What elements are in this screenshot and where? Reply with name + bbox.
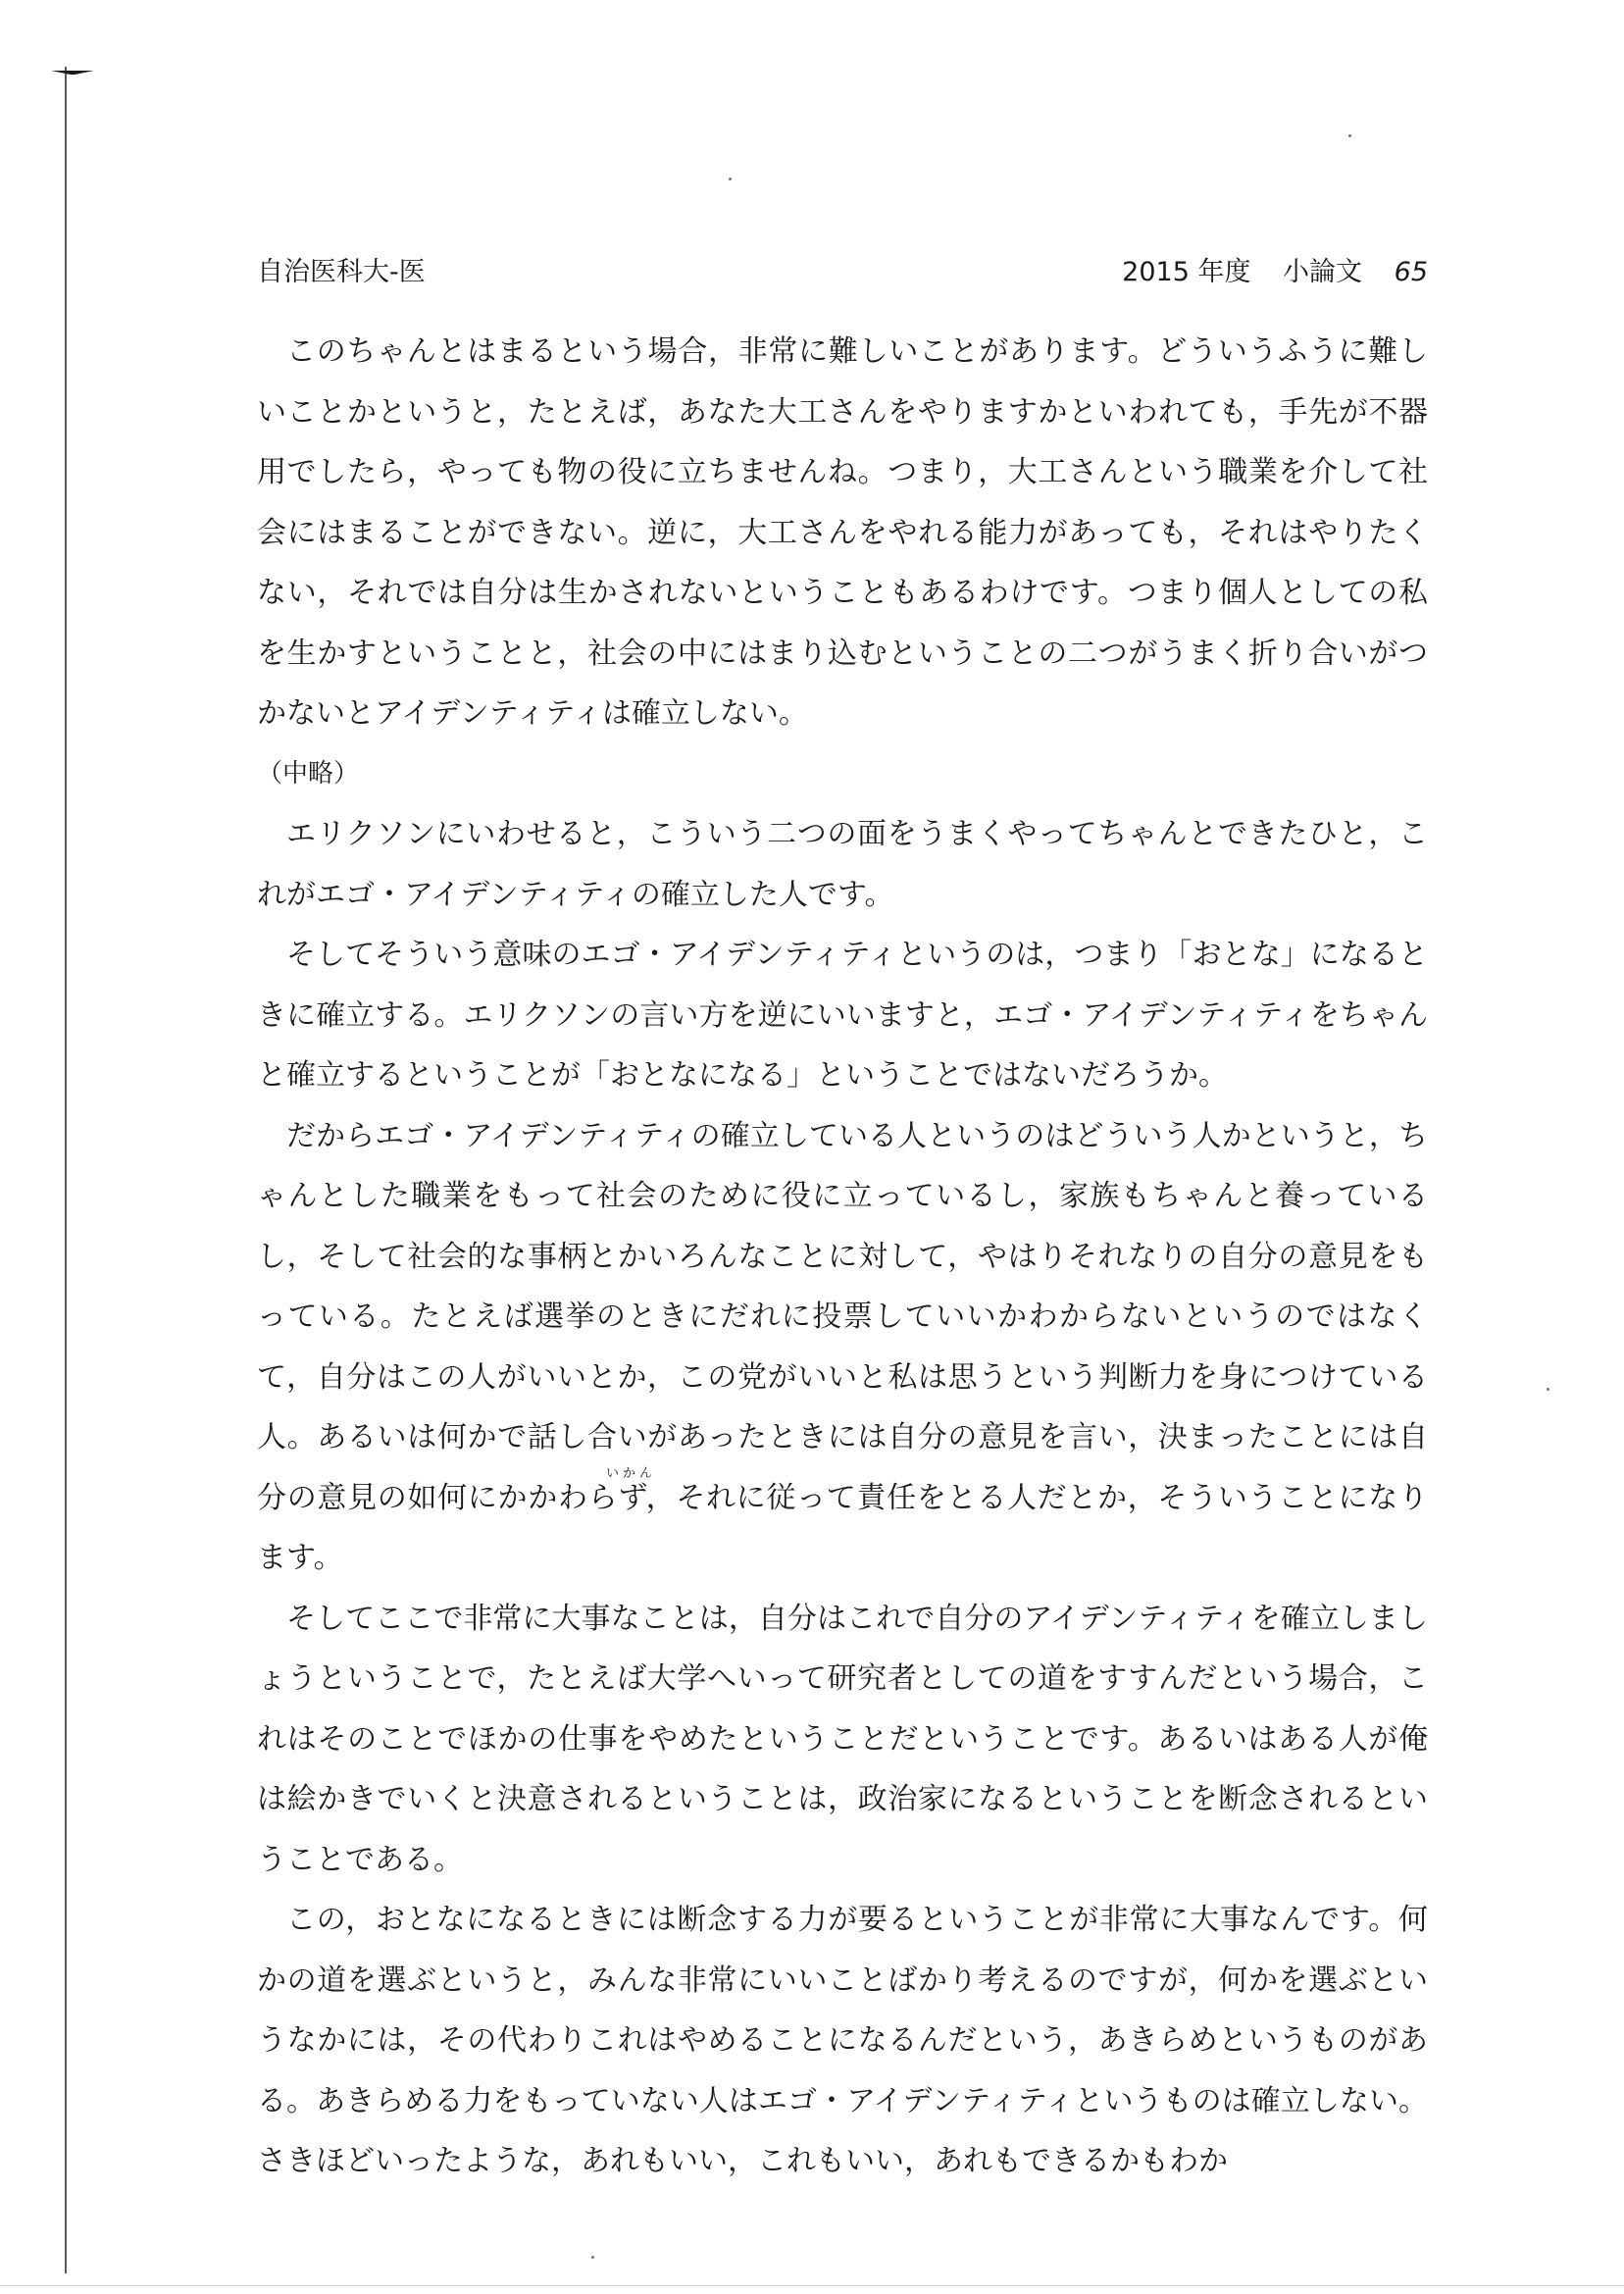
page-number: 65 — [1394, 257, 1428, 287]
omission-note: （中略） — [257, 758, 360, 789]
header-year: 2015 年度 — [1122, 257, 1251, 287]
paragraph: だからエゴ・アイデンティティの確立している人というのはどういう人かというと，ちゃんとした職業をもって社会のために役に立っているし，家族もちゃんと養っているし，そして社会的な事柄とかいろんなことに対して，やはりそれなりの自分の意見をもっている。たとえば選挙のときにだれに投票していいかわからないというのではなくて，自分はこの人がいいとか，この党がいいと私は思うという判断力を身につけている人。あるいは何かで話し合いがあったときには自分の意見を言い，決まったことには自分の意見の如何にかかわらず，それに従って責任をとる人だとか，そういうことになります。 — [257, 1118, 1428, 1575]
header-meta — [1098, 250, 1428, 288]
page-header — [257, 250, 1428, 293]
header-subject: 小論文 — [1283, 257, 1363, 287]
paragraph: エリクソンにいわせると，こういう二つの面をうまくやってちゃんとできたひと，これがエゴ・アイデンティティの確立した人です。 — [257, 817, 1428, 912]
header-school: 自治医科大-医 — [257, 257, 426, 287]
scan-binding-edge — [65, 67, 67, 2273]
scan-binding-mark — [51, 71, 94, 75]
paragraph: この，おとなになるときには断念する力が要るということが非常に大事なんです。何かの道を選ぶというと，みんな非常にいいことばかり考えるのですが，何かを選ぶというなかには，その代わりこれはやめることになるんだという，あきらめというものがある。あきらめる力をもっていない人はエゴ・アイデンティティというものは確立しない。さきほどいったような，あれもいい，これもいい，あれもできるかもわか — [257, 1903, 1428, 2178]
scan-speck — [729, 178, 732, 180]
essay-body — [257, 322, 1428, 2192]
scan-speck — [591, 2256, 594, 2259]
scan-bottom-edge — [0, 2285, 1624, 2286]
scan-speck — [1547, 1388, 1549, 1391]
scan-speck — [1348, 134, 1351, 137]
paragraph: このちゃんとはまるという場合，非常に難しいことがあります。どういうふうに難しいことかというと，たとえば，あなた大工さんをやりますかといわれても，手先が不器用でしたら，やっても物の役に立ちませんね。つまり，大工さんという職業を介して社会にはまることができない。逆に，大工さんをやれる能力があっても，それはやりたくない，それでは自分は生かされないということもあるわけです。つまり個人としての私を生かすということと，社会の中にはまり込むということの二つがうまく折り合いがつかないとアイデンティティは確立しない。 — [257, 334, 1428, 731]
ruby-annotation: いかん — [606, 1466, 657, 1481]
paragraph: そしてここで非常に大事なことは，自分はこれで自分のアイデンティティを確立しましょうということで，たとえば大学へいって研究者としての道をすすんだという場合，これはそのことでほかの仕事をやめたということだということです。あるいはある人が俺は絵かきでいくと決意されるということは，政治家になるということを断念されるということである。 — [257, 1601, 1428, 1877]
paragraph: そしてそういう意味のエゴ・アイデンティティというのは，つまり「おとな」になるときに確立する。エリクソンの言い方を逆にいいますと，エゴ・アイデンティティをちゃんと確立するということが「おとなになる」ということではないだろうか。 — [257, 938, 1428, 1093]
